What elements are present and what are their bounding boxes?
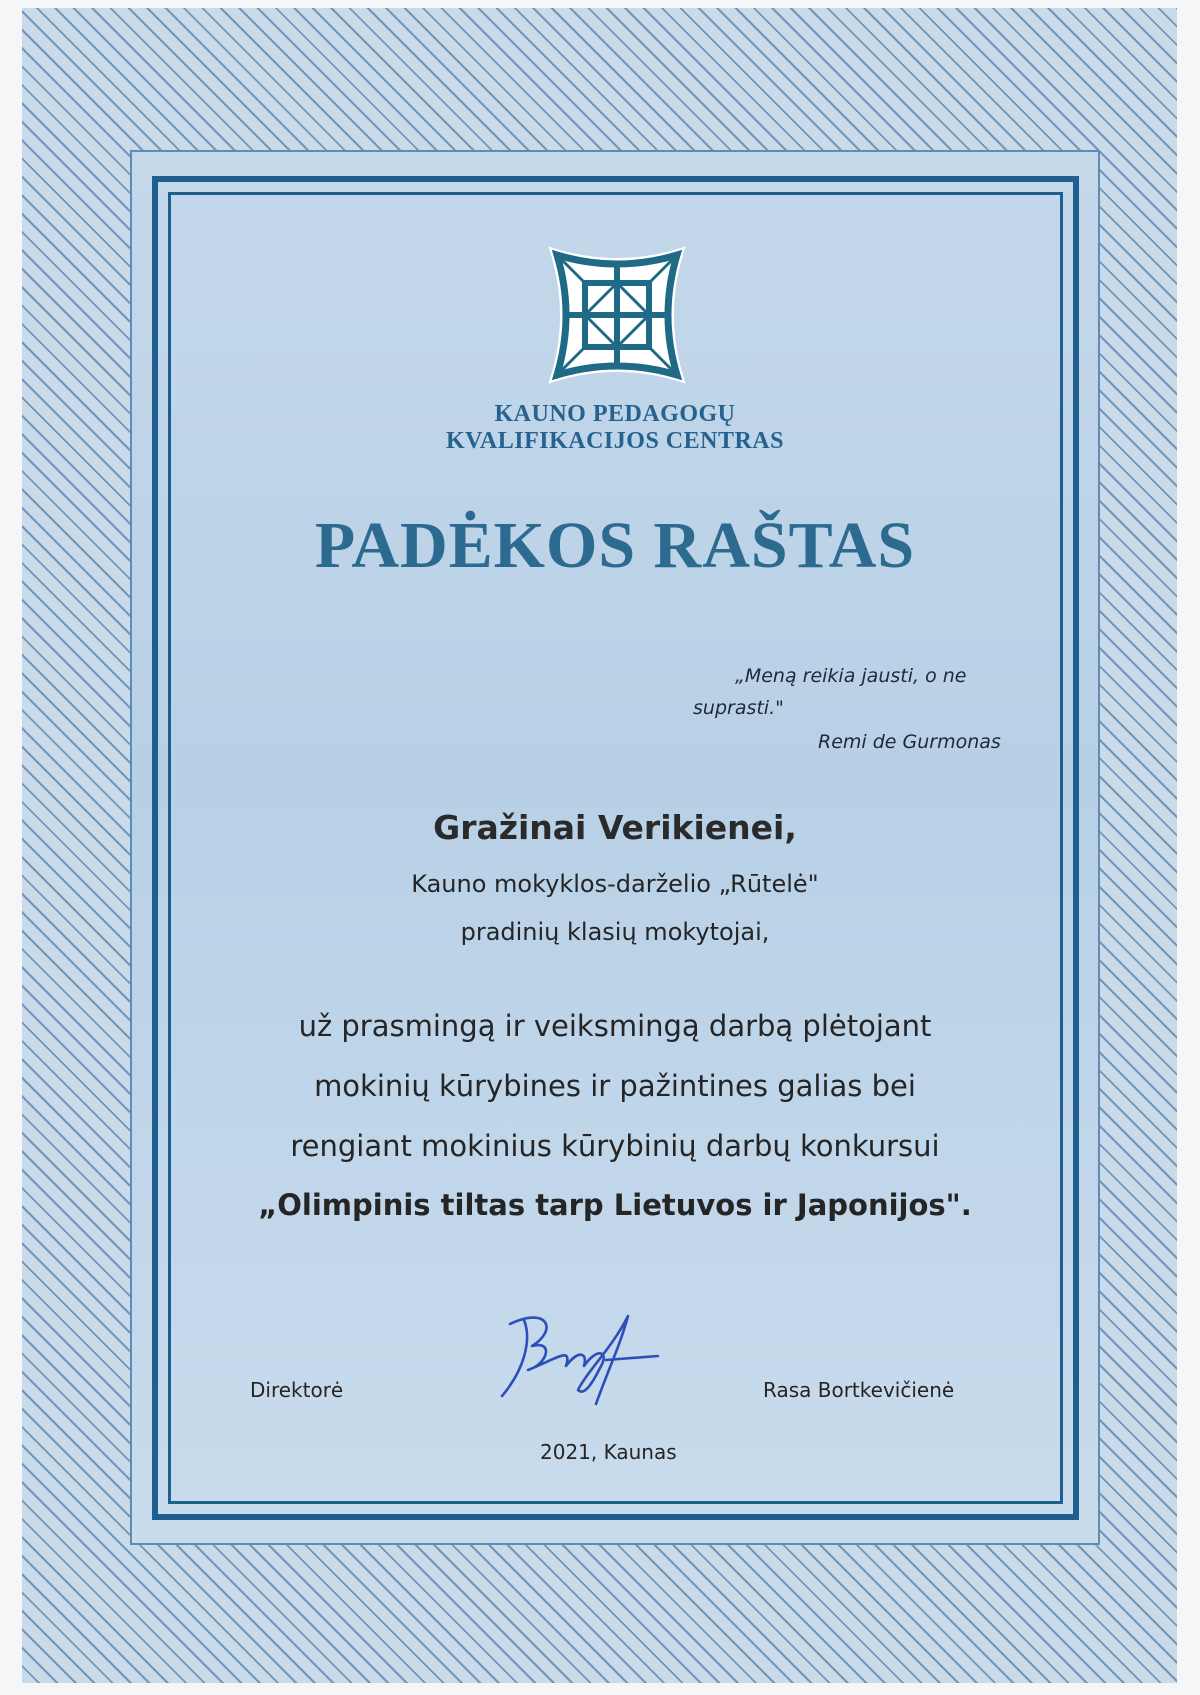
quote-line2: suprasti." (693, 697, 784, 719)
window-logo-icon (547, 245, 687, 385)
organization-name-line1: KAUNO PEDAGOGŲ (494, 401, 736, 427)
signatory-role: Direktorė (250, 1378, 344, 1402)
reason-line4: „Olimpinis tiltas tarp Lietuvos ir Japonijos". (258, 1188, 972, 1222)
recipient-position-line2: pradinių klasių mokytojai, (460, 918, 770, 946)
organization-name-line2: KVALIFIKACIJOS CENTRAS (446, 428, 784, 454)
reason-line2: mokinių kūrybines ir pažintines galias bei (314, 1069, 916, 1103)
reason-line3: rengiant mokinius kūrybinių darbų konkursui (290, 1129, 940, 1163)
quote-line1: „Meną reikia jausti, o ne (735, 665, 967, 687)
recipient-name: Gražinai Verikienei, (433, 808, 797, 847)
quote-author: Remi de Gurmonas (818, 731, 1001, 753)
recipient-position-line1: Kauno mokyklos-darželio „Rūtelė" (411, 870, 819, 898)
date-place: 2021, Kaunas (540, 1440, 677, 1464)
certificate-title: PADĖKOS RAŠTAS (314, 509, 916, 582)
handwritten-signature (488, 1300, 688, 1410)
reason-line1: už prasmingą ir veiksmingą darbą plėtojant (298, 1009, 932, 1043)
signatory-name: Rasa Bortkevičienė (763, 1378, 955, 1402)
